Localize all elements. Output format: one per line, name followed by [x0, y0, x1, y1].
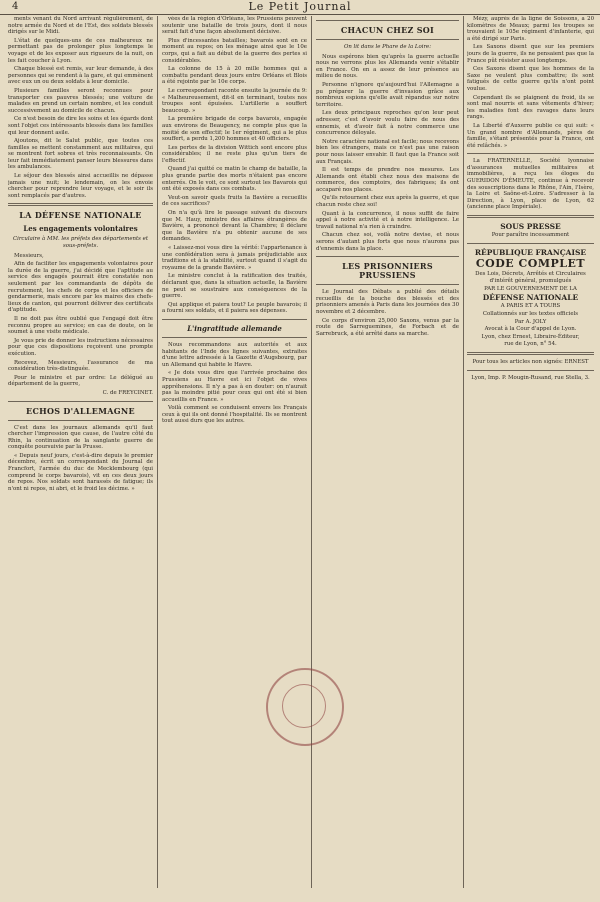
paragraph: Chacun chez soi, voilà notre devise, et nous serons d'autant plus forts que nous n'aurons pas d'ennemis dans la place. [316, 232, 459, 252]
paragraph: Voilà comment se conduisent envers les Français ceux à qui ils ont donné l'hospitalité. Ils se montrent tout aussi durs que les autres. [162, 405, 307, 425]
article-heading-engagements: Les engagements volontaires [23, 224, 138, 234]
paragraph: La colonne de 15 à 20 mille hommes qui a combattu pendant deux jours entre Orléans et Blois a été rejointe par le 10e corps. [162, 66, 307, 86]
paragraph: Le ministre conclut à la ratification des traités, déclarant que, dans la situation actuelle, la Bavière ne peut se soustraire aux conséquences de la guerre. [162, 273, 307, 300]
section-divider [467, 352, 594, 355]
paragraph: Quand j'ai quitté ce matin le champ de bataille, la plus grande partie des morts n'étaient pas encore enterrés. On le voit, ce sont surtout les Bavarois qui ont été exposés dans ces combats. [162, 166, 307, 193]
paragraph: On n'a qu'à lire le passage suivant du discours que M. Hauy, ministre des affaires étrangères de Bavière, a prononcé devant la Chambre; il déclare que la Bavière n'a pu obtenir aucune de ses demandes. [162, 210, 307, 243]
ad-sous-presse: SOUS PRESSE [500, 222, 561, 232]
section-divider [316, 284, 459, 285]
ad-line: Avocat à la Cour d'appel de Lyon. [484, 326, 577, 333]
paragraph: La première brigade de corps bavarois, engagée aux environs de Beaugency, ne compte plus que la moitié de son effectif; le 1er régiment, qui a le plus souffert, a perdu 1,200 hommes et 40 officiers. [162, 116, 307, 143]
closing: Pour le ministre et par ordre: Le délégué au département de la guerre, [8, 374, 153, 388]
paragraph: Il est temps de prendre nos mesures. Les Allemands ont établi chez nous des maisons de commerce, des comptoirs, des fabriques; ils ont accaparé nos places. [316, 167, 459, 193]
masthead: Le Petit Journal [248, 0, 352, 13]
paragraph: Ce corps d'environ 25,000 Saxons, venus par la route de Sarreguemines, de Forbach et de Sarrebruck, a été arrêté dans sa marche. [316, 317, 459, 337]
paragraph: Les pertes de la division Wittich sont encore plus considérables; il ne reste plus qu'un tiers de l'effectif. [162, 144, 307, 164]
article-heading-prisonniers: LES PRISONNIERS PRUSSIENS [342, 261, 433, 281]
paragraph: Plusieurs familles seront reconnues pour transporter ces pauvres blessés; une voiture de malades en prend un certain nombre, et les conduit successivement au domicile de chacun. [8, 87, 153, 114]
paragraph: Les Saxons disent que sur les premiers jours de la guerre, ils ne pensaient pas que la France pût résister aussi longtemps. [467, 44, 594, 64]
section-divider [316, 256, 459, 257]
column-4 [467, 16, 594, 888]
paragraph: Ajoutons, dit le Salut public, que toutes ces familles se mettent constamment aux militaires, qui se montrent fort sobres et très reconnaissants. On leur fait immédiatement panser leurs blessures dans les ambulances. [8, 138, 153, 171]
ad-line: Par A. JOLY [514, 318, 547, 325]
section-divider [467, 153, 594, 154]
paragraph: « Je dois vous dire que l'arrivée prochaine des Prussiens au Havre est ici l'objet de vives appréhensions. Il n'y a pas à en douter: on n'aurait pas la moindre pitié pour ceux qui ont été si bien accueillis en France. » [162, 370, 307, 403]
greeting: Messieurs, [14, 252, 44, 259]
paragraph-fraternelle: La FRATERNELLE, Société lyonnaise d'assurances mutuelles militaires et immobilières, a reçu les éloges du GUERIDON D'ÉMEUTE, continue à recevoir des souscriptions dans le Rhône, l'Ain, l'Isère, la Loire et Saône-et-Loire. S'adresser à la Direction, à Lyon, place de Lyon, 62 (ancienne place Impériale). [467, 158, 594, 211]
printer-line: Lyon, Imp. P. Mougin-Rusand, rue Stella, 3. [471, 374, 590, 381]
column-divider [311, 16, 312, 888]
paragraph: Afin de faciliter les engagements volontaires pour la durée de la guerre, j'ai décidé que l'aptitude au service des engagés pourrait être constatée non seulement par les commandants de dépôts de recrutement, les chefs de corps et les officiers de gendarmerie, mais encore par les maires des chefs-lieux de canton, qui pourront délivrer des certificats d'aptitude. [8, 261, 153, 314]
ad-line: Pour paraître incessamment [491, 232, 570, 239]
section-divider [467, 243, 594, 244]
paragraph: Notre caractère national est facile; nous recevons bien les étrangers, mais ce n'est pas une raison pour nous laisser envahir. Il faut que la France soit aux Français. [316, 138, 459, 165]
ad-line: Collationnés sur les textes officiels [482, 311, 579, 317]
paragraph: Ces Saxons disent que les hommes de la Saxe ne veulent plus combattre; ils sont fatigués de cette guerre qu'ils n'ont point voulue. [467, 66, 594, 92]
paragraph: L'état de quelques-uns de ces malheureux ne permettant pas de prolonger plus longtemps le voyage et de les exposer aux rigueurs de la nuit, on les fait coucher à Lyon. [8, 37, 153, 64]
paragraph: « Laissez-moi vous dire la vérité: l'appartenance à une confédération sera à jamais préjudiciable aux traditions et à la stabilité, surtout quand il s'agit du royaume de la grande Bavière. » [162, 245, 307, 271]
section-divider [467, 370, 594, 371]
paragraph: Il ne doit pas être oublié que l'engagé doit être reconnu propre au service; en cas de doute, on le soumet à une visite médicale. [8, 315, 153, 336]
ad-line: PAR LE GOUVERNEMENT DE LA [484, 285, 577, 292]
paragraph: ments venant du Nord arrivant régulièrement, de notre armée du Nord et de l'Est, des soldats blessés dirigés sur le Midi. [8, 16, 153, 36]
article-subtitle: On lit dans le Phare de la Loire: [343, 44, 432, 50]
paragraph: Le correspondant raconte ensuite la journée du 9: « Malheureusement, dit-il en terminant, toutes nos troupes sont épuisées. L'artillerie a souffert beaucoup. » [162, 87, 307, 114]
article-heading-ingratitude: L'ingratitude allemande [187, 323, 282, 333]
section-divider [162, 319, 307, 320]
ad-republique: RÉPUBLIQUE FRANÇAISE [474, 247, 587, 257]
section-heading-defense: LA DÉFENSE NATIONALE [19, 210, 142, 221]
library-stamp [266, 668, 344, 746]
section-divider [8, 420, 153, 421]
footer-note: Pour tous les articles non signés: ERNEST [472, 358, 589, 365]
section-divider [467, 215, 594, 218]
paragraph: Ce n'est besoin de dire les soins et les égards dont sont l'objet ces intéressants blessés dans les familles qui leur donnent asile. [8, 116, 153, 136]
paragraph: La Liberté d'Auxerre publie ce qui suit: « Un grand nombre d'Allemands, pères de famille, s'étant présentés pour la France, ont été relâchés. » [467, 122, 594, 149]
signature: C. de FREYCINET. [102, 389, 153, 396]
paragraph: Chaque blessé est remis, sur leur demande, à des personnes qui se rendent à la gare, et qui emmènent avec eux un ou deux soldats à leur domicile. [8, 66, 153, 86]
paragraph: Le Journal des Débats a publié des détails recueillis de la bouche des blessés et des prisonniers amenés à Paris dans les journées des 30 novembre et 2 décembre. [316, 289, 459, 315]
column-3 [316, 16, 459, 888]
column-divider [463, 16, 464, 888]
page-number: 4 [12, 1, 19, 12]
ad-defense: DÉFENSE NATIONALE [482, 293, 579, 303]
section-divider [162, 337, 307, 338]
paragraph: « Depuis neuf jours, c'est-à-dire depuis le premier décembre, écrit un correspondant du Journal de Francfort, l'armée du duc de Mecklembourg (qui comprend le corps bavarois), vit en ces deux jours de repos. Nos soldats sont harassés de fatigue; ils n'ont ni repos, ni abri, et le froid les décime. » [8, 452, 153, 492]
article-heading-echos: ECHOS D'ALLEMAGNE [26, 405, 135, 416]
column-1 [8, 16, 153, 888]
paragraph: Le séjour des blessés ainsi accueillis ne dépasse jamais une nuit; le lendemain, on les envoie chercher pour reprendre leur voyage, et le soir ils sont remplacés par d'autres. [8, 173, 153, 199]
paragraph: Recevez, Messieurs, l'assurance de ma considération très-distinguée. [8, 359, 153, 373]
paragraph: vées de la région d'Orléans, les Prussiens peuvent soutenir une bataille de trois jours, dont il nous serait fait d'une façon absolument décisive. [162, 16, 307, 36]
column-divider [157, 16, 158, 888]
paragraph: Qu'ils retournent chez eux après la guerre, et que chacun reste chez soi! [316, 195, 459, 209]
page-header [0, 0, 600, 15]
section-divider [8, 203, 153, 206]
paragraph: Nous espérons bien qu'après la guerre actuelle nous ne verrons plus les Allemands venir s'établir en France. On en a assez de leur présence au milieu de nous. [316, 53, 459, 80]
section-divider [8, 401, 153, 402]
paragraph: Nous recommandons aux autorités et aux habitants de l'Inde des lignes suivantes, extraites d'une lettre adressée à la Gazette d'Augsbourg, par un Allemand qui habite le Havre. [162, 341, 307, 368]
ad-line: Des Lois, Décrets, Arrêtés et Circulaires [475, 270, 586, 277]
paragraph: C'est dans les journaux allemands qu'il faut chercher l'impression que cause, de l'autre côté du Rhin, la continuation de la sanglante guerre de conquête poursuivie par la Prusse. [8, 424, 153, 451]
ad-code-complet: CODE COMPLET [475, 256, 586, 270]
ad-line: Lyon, chez Ernest, Libraire-Éditeur, [481, 333, 580, 340]
section-divider [316, 20, 459, 21]
paragraph: Mézy, auprès de la ligne de Soissons, a 20 kilomètres de Meaux; parmi les troupes se trouvaient le 105e régiment d'infanterie, qui a été dirigé sur Paris. [467, 16, 594, 42]
paragraph: Les deux principaux reproches qu'on leur peut adresser, c'est d'avoir voulu faire de nous des ennemis, et d'avoir fait à notre commerce une concurrence déloyale. [316, 110, 459, 137]
paragraph: Plus d'incessantes batailles; bavarois sont en ce moment au repos; on les ménage ainsi que le 10e corps, qui a fait au début de la guerre des pertes si considérables. [162, 37, 307, 64]
ad-line: A PARIS ET A TOURS [500, 303, 561, 310]
ad-line: rue de Lyon, n° 54. [504, 341, 557, 348]
paragraph: Veut-on savoir quels fruits la Bavière a recueillis de ces sacrifices? [162, 194, 307, 208]
paragraph: Personne n'ignore qu'aujourd'hui l'Allemagne a pu préparer la guerre d'invasion grâce aux nombreux espions qu'elle avait répandus sur notre territoire. [316, 81, 459, 108]
paragraph: Je vous prie de donner les instructions nécessaires pour que ces dispositions reçoivent une prompte exécution. [8, 337, 153, 357]
article-heading-chacun: CHACUN CHEZ SOI [340, 25, 435, 35]
paragraph: Cependant ils se plaignent du froid, ils se sont mal nourris et sans vêtements d'hiver; les maladies font des ravages dans leurs rangs. [467, 94, 594, 121]
ad-line: d'intérêt général, promulgués [489, 278, 572, 285]
section-divider [316, 39, 459, 40]
paragraph: Qui applique et paiera tout? Le peuple bavarois; il a fourni ses soldats, et il paiera ses dépenses. [162, 301, 307, 315]
column-2 [162, 16, 307, 888]
paragraph: Quant à la concurrence, il nous suffit de faire appel à notre activité et à notre intelligence. Le travail national n'a rien à craindre. [316, 210, 459, 230]
article-subtitle: Circulaire à MM. les préfets des départements et sous-préfets. [12, 236, 149, 250]
